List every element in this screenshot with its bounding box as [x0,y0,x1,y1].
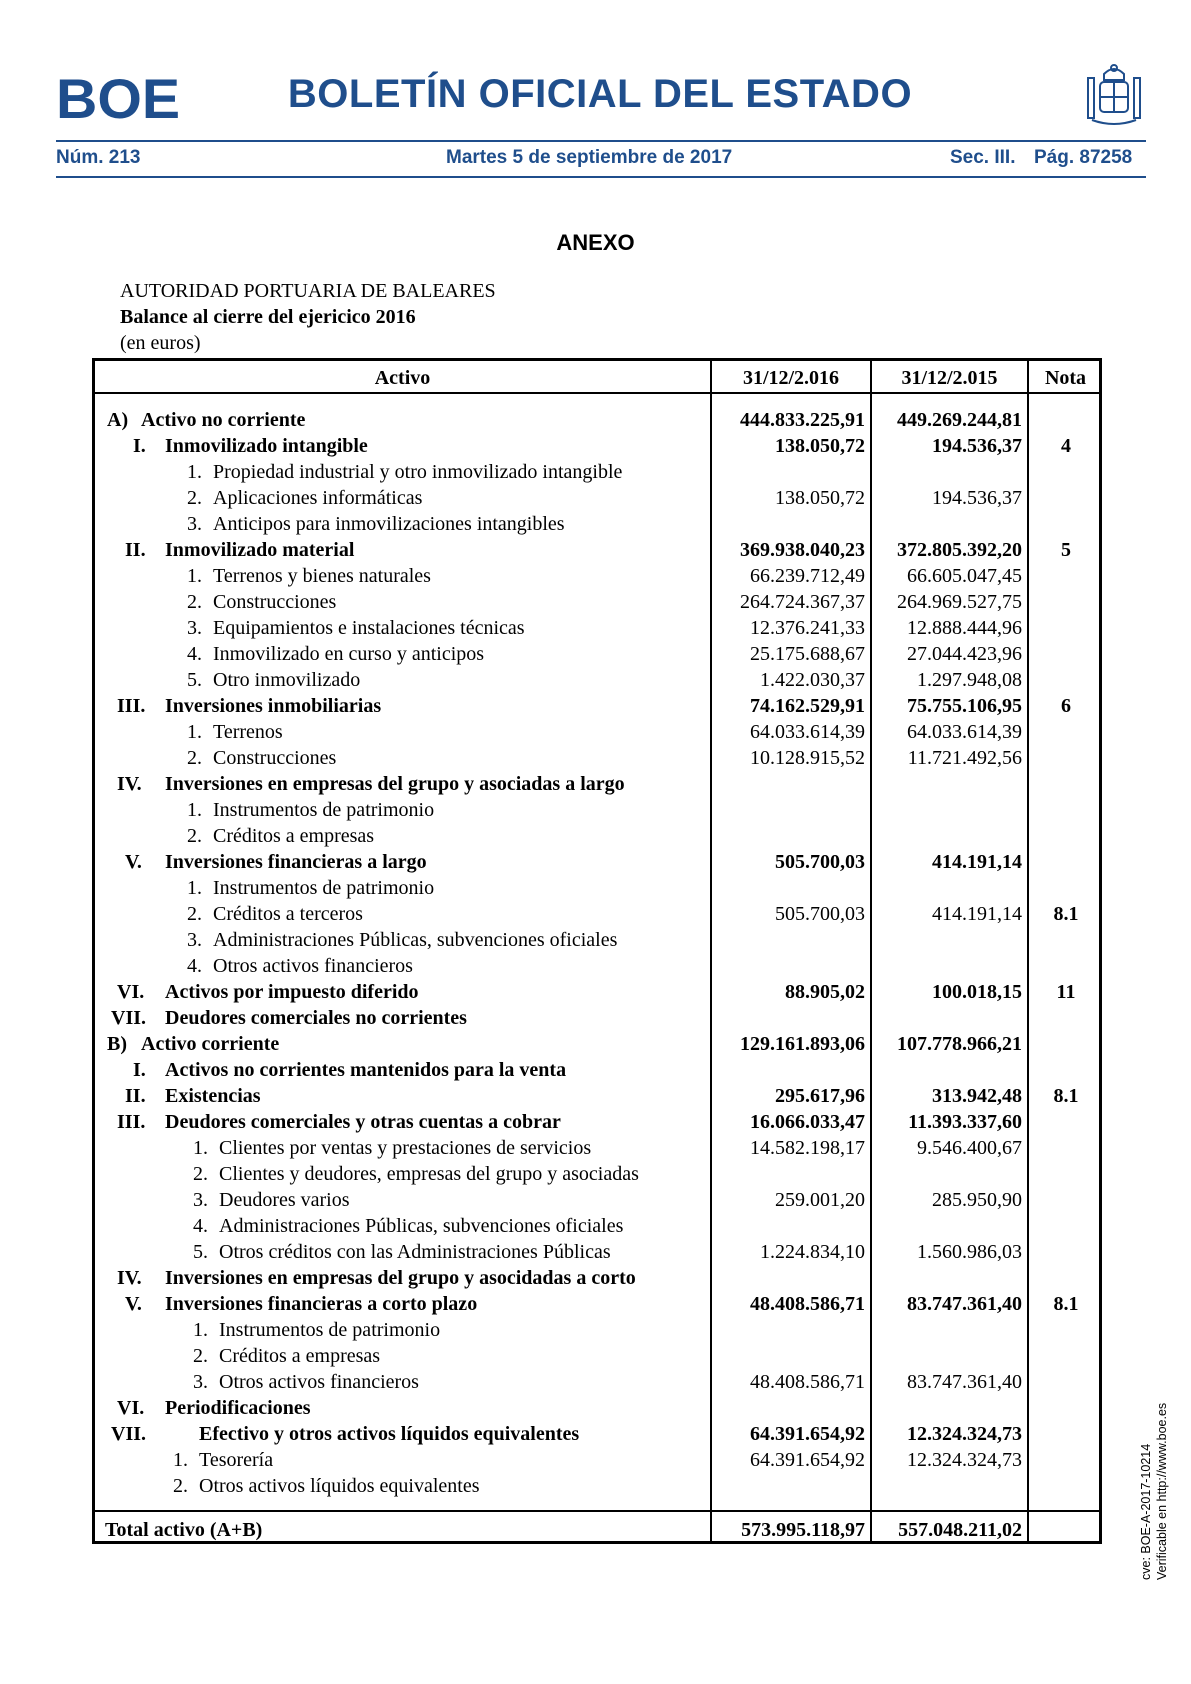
column-header-2016: 31/12/2.016 [742,367,840,389]
note-ref: 4 [1061,435,1071,457]
row-number: 2. [187,825,202,847]
value-2015: 1.560.986,03 [917,1241,1022,1263]
row-label: Clientes por ventas y prestaciones de servicios [219,1137,592,1159]
row-label: Activo corriente [141,1033,280,1055]
row-label: Otros activos financieros [219,1371,419,1393]
row-number: 2. [187,903,202,925]
table-row [95,1213,1099,1239]
row-label: Créditos a empresas [213,825,375,847]
row-label: Periodificaciones [165,1397,311,1419]
value-2016: 1.422.030,37 [760,669,865,691]
row-number: 3. [193,1371,208,1393]
table-row [95,823,1099,849]
row-label: Instrumentos de patrimonio [219,1319,441,1341]
row-label: Aplicaciones informáticas [213,487,423,509]
value-2016: 259.001,20 [775,1189,865,1211]
table-row [95,1473,1099,1499]
row-number: IV. [117,773,142,795]
table-row [95,797,1099,823]
note-ref: 5 [1061,539,1071,561]
value-2016: 66.239.712,49 [750,565,865,587]
value-2016: 48.408.586,71 [750,1371,865,1393]
table-row [95,875,1099,901]
row-label: Activos no corrientes mantenidos para la venta [165,1059,567,1081]
column-header-2015: 31/12/2.015 [901,367,998,389]
table-row [95,953,1099,979]
value-2016: 64.391.654,92 [750,1449,865,1471]
balance-table [92,358,1102,1544]
value-2015: 83.747.361,40 [907,1371,1022,1393]
row-number: V. [125,851,142,873]
row-number: 2. [187,487,202,509]
table-row [95,693,1099,719]
row-number: 1. [187,565,202,587]
row-number: I. [133,1059,146,1081]
row-number: A) [107,409,129,431]
total-value-2016: 573.995.118,97 [741,1519,865,1541]
value-2015: 12.324.324,73 [907,1423,1022,1445]
row-label: Administraciones Públicas, subvenciones oficiales [213,929,618,951]
value-2015: 75.755.106,95 [907,695,1022,717]
value-2016: 264.724.367,37 [740,591,865,613]
entity-name: AUTORIDAD PORTUARIA DE BALEARES [120,280,496,302]
value-2015: 12.888.444,96 [907,617,1022,639]
boe-logo [56,72,180,122]
value-2015: 83.747.361,40 [907,1293,1022,1315]
currency-unit: (en euros) [120,332,201,354]
row-number: 2. [193,1163,208,1185]
table-row [95,1265,1099,1291]
row-label: Instrumentos de patrimonio [213,877,435,899]
header-rule-top [56,140,1146,142]
row-number: 2. [187,747,202,769]
table-row [95,485,1099,511]
table-row [95,589,1099,615]
value-2016: 16.066.033,47 [750,1111,865,1133]
coat-of-arms-icon [1082,60,1146,128]
value-2016: 138.050,72 [775,487,865,509]
row-label: Inversiones en empresas del grupo y asocidadas a corto [165,1267,636,1289]
value-2015: 9.546.400,67 [917,1137,1022,1159]
row-number: 3. [187,929,202,951]
value-2015: 64.033.614,39 [907,721,1022,743]
value-2016: 138.050,72 [775,435,865,457]
table-row [95,563,1099,589]
row-label: Inmovilizado en curso y anticipos [213,643,485,665]
value-2015: 66.605.047,45 [907,565,1022,587]
row-label: Construcciones [213,747,337,769]
table-row [95,979,1099,1005]
row-number: 4. [193,1215,208,1237]
issue-number: Núm. 213 [56,147,141,168]
row-label: Deudores varios [219,1189,350,1211]
cve-code: cve: BOE-A-2017-10214 [1139,1443,1153,1580]
table-row [95,1395,1099,1421]
row-number: 3. [187,617,202,639]
annex-title: ANEXO [556,230,635,255]
row-label: Propiedad industrial y otro inmovilizado intangible [213,461,623,483]
verification-note [1138,1403,1170,1580]
value-2015: 107.778.966,21 [897,1033,1022,1055]
row-label: Efectivo y otros activos líquidos equivalentes [199,1423,580,1445]
note-ref: 8.1 [1053,1293,1079,1315]
row-label: Inversiones en empresas del grupo y asociadas a largo [165,773,625,795]
row-label: Deudores comerciales no corrientes [165,1007,467,1029]
value-2016: 48.408.586,71 [750,1293,865,1315]
table-row [95,459,1099,485]
table-row [95,537,1099,563]
table-row [95,719,1099,745]
value-2015: 285.950,90 [932,1189,1022,1211]
row-label: Inmovilizado intangible [165,435,368,457]
total-row [95,1517,1099,1543]
value-2016: 25.175.688,67 [750,643,865,665]
table-row [95,1291,1099,1317]
row-number: 4. [187,643,202,665]
row-number: VI. [117,981,145,1003]
row-number: 5. [187,669,202,691]
value-2015: 1.297.948,08 [917,669,1022,691]
row-number: 2. [187,591,202,613]
balance-subtitle: Balance al cierre del ejericico 2016 [120,306,416,328]
value-2015: 100.018,15 [932,981,1022,1003]
row-number: 1. [173,1449,188,1471]
value-2016: 1.224.834,10 [760,1241,865,1263]
row-number: 3. [193,1189,208,1211]
row-label: Otro inmovilizado [213,669,361,691]
row-number: 1. [187,799,202,821]
row-number: VII. [111,1423,147,1445]
value-2015: 27.044.423,96 [907,643,1022,665]
row-label: Activo no corriente [141,409,306,431]
value-2015: 12.324.324,73 [907,1449,1022,1471]
value-2016: 505.700,03 [775,903,865,925]
table-row [95,1187,1099,1213]
value-2016: 444.833.225,91 [740,409,865,431]
row-number: III. [117,695,146,717]
value-2016: 74.162.529,91 [750,695,865,717]
value-2016: 295.617,96 [775,1085,865,1107]
table-row [95,745,1099,771]
table-row [95,1421,1099,1447]
value-2016: 14.582.198,17 [750,1137,865,1159]
row-label: Inversiones inmobiliarias [165,695,382,717]
row-number: III. [117,1111,146,1133]
table-row [95,901,1099,927]
total-label: Total activo (A+B) [105,1519,263,1541]
row-label: Construcciones [213,591,337,613]
value-2015: 194.536,37 [932,435,1022,457]
row-number: II. [125,1085,146,1107]
table-row [95,615,1099,641]
boe-logo-text: BOE [56,72,180,122]
row-number: B) [107,1033,127,1055]
table-row [95,641,1099,667]
row-number: 1. [193,1319,208,1341]
table-row [95,511,1099,537]
table-row [95,1005,1099,1031]
row-label: Terrenos [213,721,283,743]
row-label: Otros activos financieros [213,955,413,977]
value-2016: 64.391.654,92 [750,1423,865,1445]
row-label: Otros activos líquidos equivalentes [199,1475,480,1497]
value-2015: 11.393.337,60 [908,1111,1022,1133]
row-label: Tesorería [199,1449,274,1471]
row-number: 2. [193,1345,208,1367]
row-label: Existencias [165,1085,261,1107]
value-2015: 11.721.492,56 [907,747,1022,769]
row-label: Otros créditos con las Administraciones Públicas [219,1241,611,1263]
value-2016: 64.033.614,39 [750,721,865,743]
row-label: Instrumentos de patrimonio [213,799,435,821]
row-label: Clientes y deudores, empresas del grupo y asociadas [219,1163,639,1185]
value-2015: 414.191,14 [932,903,1022,925]
table-row [95,433,1099,459]
column-header-nota: Nota [1044,367,1087,389]
row-number: 1. [187,461,202,483]
row-label: Créditos a terceros [213,903,363,925]
note-ref: 11 [1056,981,1076,1003]
row-label: Equipamientos e instalaciones técnicas [213,617,525,639]
row-number: II. [125,539,146,561]
row-label: Inmovilizado material [165,539,355,561]
row-number: VII. [111,1007,147,1029]
column-header-activo: Activo [374,367,431,389]
table-row [95,1447,1099,1473]
verify-url: Verificable en http://www.boe.es [1155,1402,1169,1580]
row-number: I. [133,435,146,457]
row-label: Activos por impuesto diferido [165,981,419,1003]
row-number: 5. [193,1241,208,1263]
table-row [95,849,1099,875]
table-row [95,1057,1099,1083]
row-label: Deudores comerciales y otras cuentas a cobrar [165,1111,561,1133]
value-2016: 505.700,03 [775,851,865,873]
table-row [95,1369,1099,1395]
row-number: IV. [117,1267,142,1289]
note-ref: 8.1 [1053,1085,1079,1107]
row-label: Anticipos para inmovilizaciones intangibles [213,513,565,535]
row-number: 2. [173,1475,188,1497]
page-number: Pág. 87258 [1034,147,1133,168]
value-2015: 372.805.392,20 [897,539,1022,561]
note-ref: 8.1 [1053,903,1079,925]
value-2016: 10.128.915,52 [750,747,865,769]
table-row [95,927,1099,953]
value-2015: 194.536,37 [932,487,1022,509]
row-label: Inversiones financieras a largo [165,851,427,873]
table-row [95,1343,1099,1369]
total-row-divider [95,1510,1099,1512]
table-row [95,1317,1099,1343]
table-row [95,771,1099,797]
table-row [95,667,1099,693]
row-number: 3. [187,513,202,535]
header-rule-bottom [56,176,1146,178]
row-number: 1. [193,1137,208,1159]
row-number: 1. [187,721,202,743]
row-label: Terrenos y bienes naturales [213,565,431,587]
table-row [95,1161,1099,1187]
table-row [95,1031,1099,1057]
value-2016: 88.905,02 [785,981,865,1003]
value-2015: 449.269.244,81 [897,409,1022,431]
table-row [95,1135,1099,1161]
row-number: V. [125,1293,142,1315]
table-row [95,1239,1099,1265]
issue-date: Martes 5 de septiembre de 2017 [446,147,733,168]
table-row [95,1109,1099,1135]
value-2015: 264.969.527,75 [897,591,1022,613]
row-label: Administraciones Públicas, subvenciones oficiales [219,1215,624,1237]
value-2015: 313.942,48 [932,1085,1022,1107]
value-2016: 369.938.040,23 [740,539,865,561]
section-label: Sec. III. [950,147,1016,168]
row-label: Créditos a empresas [219,1345,381,1367]
bulletin-title: BOLETÍN OFICIAL DEL ESTADO [287,72,913,116]
total-value-2015: 557.048.211,02 [898,1519,1022,1541]
row-label: Inversiones financieras a corto plazo [165,1293,478,1315]
table-row [95,1083,1099,1109]
row-number: 1. [187,877,202,899]
value-2016: 129.161.893,06 [740,1033,865,1055]
note-ref: 6 [1061,695,1071,717]
value-2015: 414.191,14 [932,851,1022,873]
header-row-divider [95,392,1099,394]
table-row [95,407,1099,433]
row-number: 4. [187,955,202,977]
value-2016: 12.376.241,33 [750,617,865,639]
row-number: VI. [117,1397,145,1419]
